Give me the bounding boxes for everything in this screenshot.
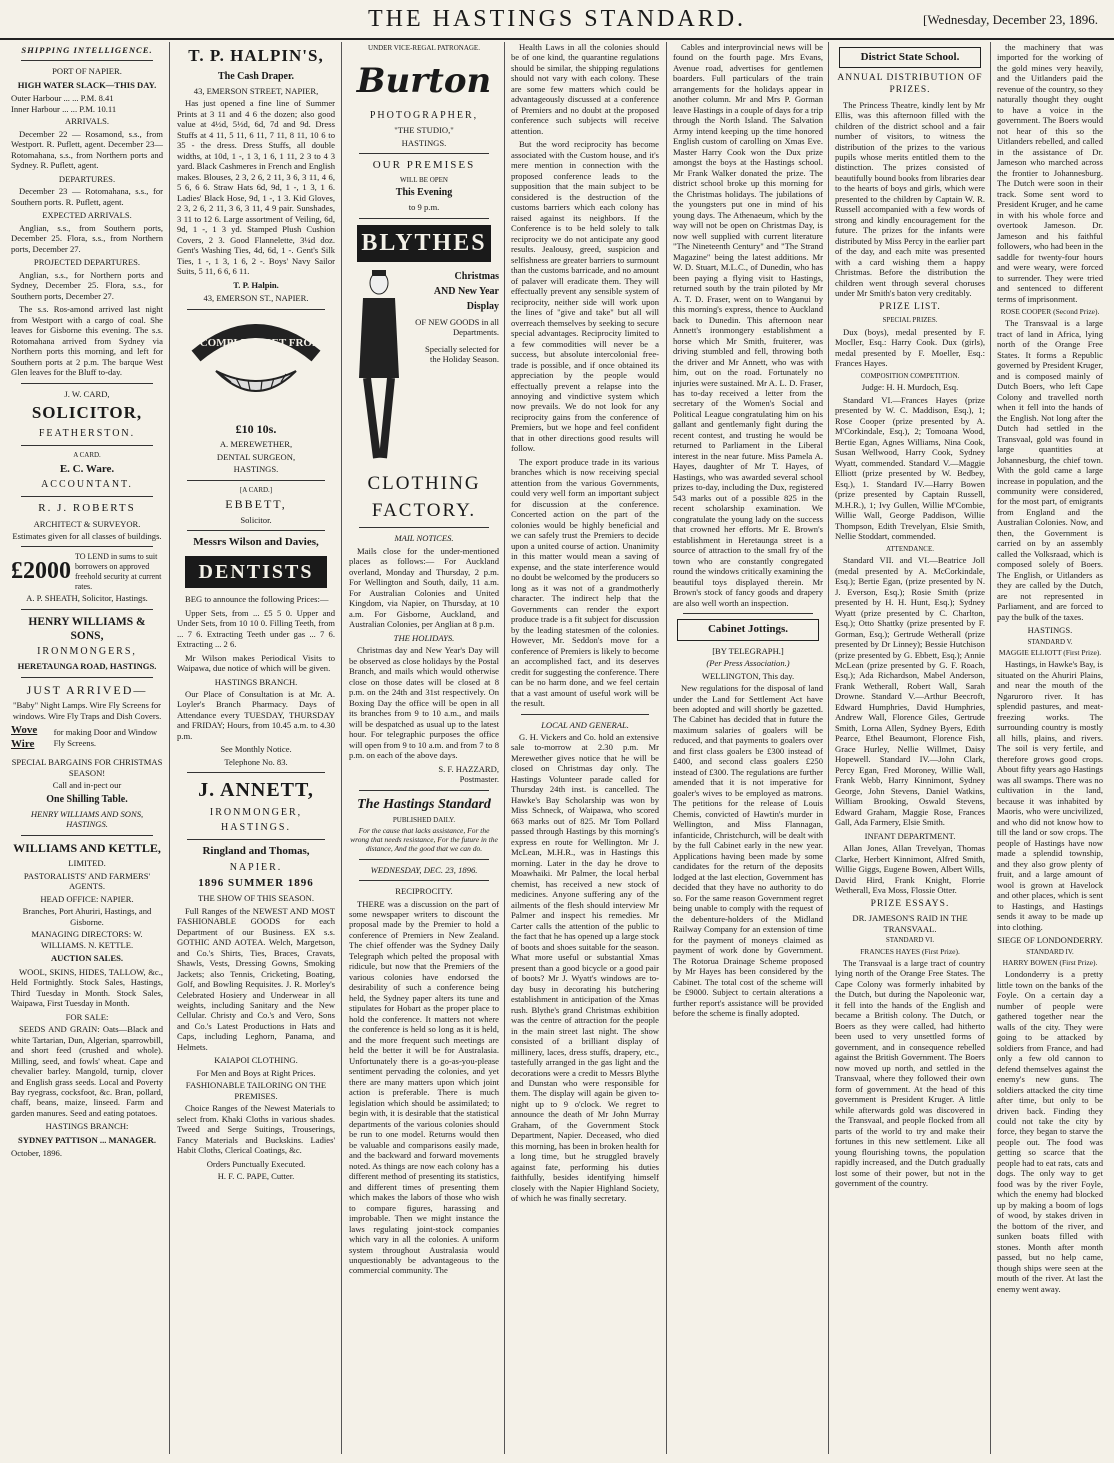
new-goods: OF NEW GOODS in all Departments.	[415, 316, 499, 338]
auction-text: WOOL, SKINS, HIDES, TALLOW, &c., Held Fortnightly. Stock Sales, Hastings, Third Tuesday in Month. Stock Sales, Waipawa, First Tuesday in Month.	[11, 966, 163, 1009]
divider	[21, 60, 153, 61]
attendance-text: Standard VII. and VI.—Beatrice Joll (medal presented by A. McCorkindale, Esq.); Bertie Egan, (prize presented by N. J. Everson, Esq.); Rosie Smith (prize presented by H. H. Hunt, Esq.); Sydney Wyatt (prize presented by C. Charlton, Esq.); Otto Shattky (prize presented by F. Gorman, Esq.); Gertrude Wetherall (prize presented by Dr Linney); Bessie Hutchison (prize presented by G. Ebbett, Esq.); Annie McLean (prize presented by G. F. Roach, Esq.); Ada Richardson, Mabel Anderson, Frank Wetherall, Robert Wall, Sarah Drowne. Standard V.—Arthur Beecroft, Edward Humphries, David Humphries, Andrew Wall, Florence Giles, Gertrude Smith, Lorna Allen, Sydney Byers, Edith Pearce, Ethel Beaumont, Florence Fish, Grace Hurley, Nellie Willmet, Daisy Hopewell. Standard IV.—John Clark, Percy Egan, Fred Moroney, Willie Wall, Frank Webb, Harry Kinnimont, Sydney George, John Stevens, Daniel Watkins, William Brooking, Oswald Stevens, Edward Graham, Maggie Rose, Frances Gall, Ada Farmery, Elsie Smith.	[835, 555, 985, 828]
column-rule	[341, 42, 342, 1454]
rt-tailoring-text: Choice Ranges of the Newest Materials to select from. Khaki Cloths in various shades. Tweed and Serge Suitings, Trouserings, Fancy Materials and Buckskins. Ladies' Habit Cloths, Clerical Coatings, &c.	[177, 1103, 335, 1156]
rose-cooper: ROSE COOPER (Second Prize).	[1000, 307, 1100, 317]
ironmonger-sign: HENRY WILLIAMS AND SONS, HASTINGS.	[30, 808, 144, 830]
column-rule	[666, 42, 667, 1454]
mail-heading: MAIL NOTICES.	[394, 533, 454, 544]
card-title: SOLICITOR,	[31, 403, 143, 423]
set-banner: A COMPLETE SET FROM	[189, 336, 323, 349]
card-place: FEATHERSTON.	[38, 427, 136, 439]
loan-amount: £2000	[11, 558, 71, 585]
column-3	[344, 42, 504, 1454]
branch-manager: SYDNEY PATTISON ... MANAGER.	[17, 1134, 157, 1145]
issue-date: [Wednesday, December 23, 1896.	[923, 12, 1098, 27]
rt-kaiapoi: KAIAPOI CLOTHING.	[214, 1055, 298, 1066]
expected-text: Anglian, s.s., from Southern ports, December 25. Flora, s.s., from Northern ports, December 27.	[11, 222, 163, 254]
dentist-place: HASTINGS.	[233, 464, 279, 475]
local-news: Cables and interprovincial news will be found on the fourth page. Mrs Evans, Avenue road, advertises for gentlemen boarders. Full particulars of the train arrangements for the holidays appear in another column. Mr and Mrs P. Gorman leave Hastings in a couple of days for a trip through the North Island. The Salvation Army intend keeping up the time honored English custom of carolling on Xmas Eve. Master Harry Cook won the Dux prize amongst the boys at the Hastings school. Mr Frank Walker donated the prize. The district school broke up this morning for the Christmas holidays. The jubilations of the youngsters put one in mind of his young days. The Athenaeum, which by the way will not be open on Christmas Day, is now well supplied with current literature "The Nineteenth Century" and "The Strand Magazine" being the latest additions. Mr W. D. Stuart, M.L.C., of Dunedin, who has been paying a flying visit to Hastings, returned south by the train piloted by Mr A. T. D. Fraser, went on to Wanganui by this morning's express, thence to Auckland back to Dunedin. This afternoon near Annett's ironmongery establishment a horse which Mr Smith, fruiterer, was driving stumbled and fell, throwing both the driver and Mr Annett, who was with him, out on the road. Fortunately no injuries were sustained. Mr A. L. D. Fraser, has to-day received a letter from the secretary of the Women's Social and Political League congratulating him on his gallant and gentlemanly fight during the recent contest, and trusting he would be returned to Parliament in the Liberal interest in the near future. Miss Pamela A. Hayes, daughter of Mr T. Hayes, of Hastings, who was awarded several school prizes to-day, including the Dux, registered 543 marks out of a possible 825 in the recent scholarship examination. We congratulate the young lady on the success that crowned her efforts. Mr E. Brown's establishment in Heretaunga street is a source of attraction to the small fry of the town who are constantly congregated round the windows critically examining the beautiful toys displayed therein. Mr Brown's stock of fancy goods and drapery are also well worth an inspection.	[673, 42, 823, 608]
bowen: HARRY BOWEN (First Prize).	[1002, 958, 1098, 968]
essay-text: The Transvaal is a large tract of country lying north of the Orange Free States. The Cape Colony was formerly inhabited by the Dutch, but during the Napoleonic war, it fell into the hands of the English and became a British colony. The Dutch, or Boers as they were called, had hitherto been used to very unsettled forms of government, and in consequence rebelled against the British Government. The Boers now moved up north, and settled in the Transvaal, where they followed their own form of government. At the head of this government is President Kruger. A little while afterwards gold was discovered in the Transvaal, and people flocked from all parts of the world to try and make their fortunes in this new settlement. Like all young flourishing towns, the population rapidly increased, and the Dutch gradually lost some of their power, but not in the government of the country.	[835, 957, 985, 1189]
school-subheading: ANNUAL DISTRIBUTION OF PRIZES.	[837, 73, 983, 95]
bargains: SPECIAL BARGAINS FOR CHRISTMAS SEASON!	[11, 757, 163, 778]
telegraph-label: [BY TELEGRAPH.]	[712, 645, 784, 656]
divider	[21, 609, 153, 610]
standard-vi: STANDARD VI.	[885, 936, 935, 945]
denture-shape	[216, 371, 296, 391]
divider	[359, 218, 489, 219]
editorial-part-2: But the word reciprocity has become associated with the Custom house, and it's mere mention in connection with the proposed conference leads to the supposition that the main subject to be considered is the destruction of the customs barriers which each colony has raised against its neighbors. If the Conference is to be held solely to talk reciprocity we do not anticipate any good results. Jealousy, greed, suspicion and selfishness are greater barriers to surmount than the customs barricade, and no amount of palaver will eradicate them. They will effectually prevent any sensible system of reciprocity, neither side will work upon the lines of "give and take" but all will overreach themselves by seeking to secure special advantages. Reciprocity limited to a few commodities will never be a success, but absolute intercolonial free-trade is possible, and if once obtained its appreciation by the people would effectually prevent a relapse into the annoying and vindictive system which now prevails. We do not look for any reciprocity gains from the conference of Premiers, but we hope and feel confident that in other directions good results will follow.	[511, 139, 659, 454]
loan-signed: A. P. SHEATH, Solicitor, Hastings.	[26, 593, 148, 604]
published: PUBLISHED DAILY.	[392, 815, 456, 824]
local-heading: LOCAL AND GENERAL.	[541, 719, 629, 730]
expected-heading: EXPECTED ARRIVALS.	[42, 210, 132, 221]
standard-iv: STANDARD IV.	[1026, 947, 1074, 956]
divider	[21, 383, 153, 384]
dentists-notice: See Monthly Notice.	[220, 744, 292, 755]
denture-illustration	[186, 316, 326, 416]
wove-wire-label: Wove Wire	[11, 724, 38, 750]
blythes-ad	[349, 268, 499, 468]
holidays-heading: THE HOLIDAYS.	[393, 632, 455, 643]
wk-agents: PASTORALISTS' AND FARMERS' AGENTS.	[23, 870, 151, 892]
dentist-title: DENTAL SURGEON,	[216, 451, 296, 462]
rt-name: Ringland and Thomas,	[202, 845, 310, 858]
special-prizes-heading: SPECIAL PRIZES.	[882, 316, 938, 325]
judge: Judge: H. H. Murdoch, Esq.	[861, 382, 959, 393]
school-heading: District State School.	[839, 47, 981, 68]
column-2	[172, 42, 340, 1454]
divider	[187, 839, 325, 840]
mail-text: Mails close for the under-mentioned places as follows:— For Auckland overland, Monday and Thursday, 2 p.m. For Wellington and South, daily, 11 a.m. For Australian Colonies and United Kingdom, via Napier, on Thursday, at 10 a.m. For Gisborne, Auckland, and Australian Colonies, per Anglian at 8 p.m.	[349, 545, 499, 630]
dentists-banner: DENTISTS	[185, 556, 327, 588]
rt-summer: 1896 SUMMER 1896	[198, 876, 314, 889]
local-text: G. H. Vickers and Co. hold an extensive sale to-morrow at 2.30 p.m. Mr Merewether gives notice that he will be closed on Christmas day only. The Hastings Volunteer parade called for Thursday 24th inst. is cancelled. The Hawke's Bay Scholarship was won by Miss Schneck, of Waipawa, who scored 663 marks out of 825. Mr Tom Pollard passed through Hastings by this morning's express en route for Wellington. Mr J. McLean, M.H.R., was in Hastings this morning. Later in the day he drove to Moawhaiki. Mr Palmer, the local herbal chemist, has received a new stock of medicines. Anyone suffering any of the ailments of the flesh should interview Mr Palmer and inspect his remedies. Mr Carter calls the attention of the public to the fact that he has opened up a large stock of boots and shoes suitable for the season. What more useful or substantial Xmas present than a good bicycle or a good pair of boots? Mr J. Wyatt's windows are to-day busy in decorating his butchering establishment in anticipation of the Xmas rush. Blythe's grand Christmas exhibition was the centre of attraction for the people in the main street last night. The show consisted of a brilliant display of millinery, laces, dress stuffs, drapery, etc., tastefully arranged in the gas light and the decorations were a credit to Messrs Blythe and Dunstan who were responsible for them. The display will again be given to-night up to 9 o'clock. We regret to announce the death of Mr John Murray Graham, of the Government Stock Department, Napier. Deceased, who died this morning, has been in broken health for a long time, but he struggled bravely against fate, performing his duties faithfully, besides identifying himself closely with the Napier Highland Society, of which he was finally secretary.	[511, 732, 659, 1204]
draper-address: 43, EMERSON STREET, NAPIER,	[193, 85, 319, 96]
dentist-name: A. MEREWETHER,	[219, 439, 293, 450]
shipping-notes: The s.s. Ros-amond arrived last night from Westport with a cargo of coal. She leaves for Gisborne this evening. The s.s. Rotomahana arrived from Sydney via Northern ports this morning, and left for Southern ports at 2 p.m. The barque West Glen leaves for the Bluff to-day.	[11, 304, 163, 378]
architect-text: Estimates given for all classes of buildings.	[12, 530, 162, 541]
cabinet-text: New regulations for the disposal of land under the Land for Settlement Act have been adopted and will shortly be gazetted. The Cabinet has decided that in future the maximum salaries of goalers will be reduced, and that payments to goalers over and first class goalers be £300 instead of £400, and second class goalers £250 instead of £300. The regulations are further amended that it is not imperative for goaler's wives to be employed as matrons. The petitions for the release of Louis Chemis, convicted of Hawtin's murder in Wellington, and Miss Flannagan, infanticide, Christchurch, will be dealt with by the full Cabinet early in the new year. Applications having been made by some candidates for the return of the deposits lodged at the last election, Government has decided that they have no authority to do so. For the same reason Government regret being unable to comply with the request of the debenture-holders of the Midland Railway Company for an extension of time for the payment of moneys claimed as payment of work done by Government. The Rotorua Drainage Scheme proposed by Mr Hayes has been considered by the Cabinet. The total cost of the scheme will be £9000. Subject to certain alterations a further report's assistance will be provided before the scheme is finally adopted.	[673, 683, 823, 1019]
shipping-heading: SHIPPING INTELLIGENCE.	[21, 45, 153, 55]
column-7	[992, 42, 1108, 1454]
loan-text: TO LEND in sums to suit borrowers on approved freehold security at current rates.	[75, 552, 162, 591]
school-intro: The Princess Theatre, kindly lent by Mr Ellis, was this afternoon filled with the children of the district school and a fair number of visitors, to witness the distribution of the prizes to the various pupils whose merits entitled them to the distinction. The prizes consisted of beautifully bound books from libraries dear to the hearts of boys and girls, which were presented to the children by Captain W. R. Russell accompanied with a few words of strong and kindly encouragement for the future. The prizes for the infants were distributed by Miss Percy in the earlier part of the day, and each mite was presented with a card wishing them a happy Christmas. Before the distribution the children went through several choruses under Mr Smith's baton very creditably.	[835, 99, 985, 299]
hastings-heading: HASTINGS.	[1027, 625, 1073, 636]
composition-heading: COMPOSITION COMPETITION.	[860, 371, 960, 380]
divider	[21, 546, 153, 547]
wellington-dateline: WELLINGTON, This day.	[701, 670, 795, 681]
essay-4: Londonderry is a pretty little town on the banks of the Foyle. On a certain day a number of people were gathered together near the walls of the city. They were going to be attacked by soldiers from France, and had only a few old cannon to defend themselves against the enemy's new guns. The soldiers attacked the city time after time, but only to be driven back. Finding they could not take the city by force, they began to starve the people out. The food was getting so scarce that the people had to eat rats, cats and dogs. The only way to get food was by the river Foyle, which the enemy had blocked up by making a boom of logs of wood, by stakes driven in the bottom of the river, and sunken boats filled with stones. Month after month passed, but no help came, though ships were seen at the mouth of the river. At last the enemy went away.	[997, 969, 1103, 1294]
divider	[359, 859, 489, 860]
column-rule	[169, 42, 170, 1454]
new-year: AND New Year	[433, 286, 499, 298]
dateline: WEDNESDAY, DEC. 23, 1896.	[370, 864, 478, 875]
column-4	[506, 42, 664, 1454]
loan-notice	[11, 552, 163, 591]
essay-3: Hastings, in Hawke's Bay, is situated on the Ahuriri Plains, and near the mouth of the Ngaruroro river. It has splendid pastures, and meat-freezing works. The surrounding country is mostly all hills, plains, and rivers. The soil is very fertile, and therefore grows good crops. About fifty years ago Hastings was all swamps. There was no cultivation in the land, because it was inhabited by Maoris, who were uncivilized, and who did not know how to till the land or sow crops. The people of Hastings have now made a splendid township, and they also grow plenty of fruit, and a large amount of wool is grown at Havelock and other places, which is sent to Hastings, and Hastings sends it away to be made up into clothing.	[997, 659, 1103, 932]
blythes-banner: BLYTHES	[357, 225, 491, 262]
studio-name: "THE STUDIO,"	[394, 125, 454, 136]
factory-word: FACTORY.	[371, 500, 477, 522]
annett-name: J. ANNETT,	[198, 779, 314, 802]
wk-branches: Branches, Port Ahuriri, Hastings, and Gisborne.	[22, 906, 152, 927]
gentleman-illustration	[349, 268, 409, 468]
postmaster-title: Postmaster.	[459, 774, 499, 785]
dentists-intro: BEG to announce the following Prices:—	[185, 594, 329, 605]
cash-draper: The Cash Draper.	[217, 70, 295, 82]
annett-place: HASTINGS.	[221, 821, 291, 833]
arrivals-text: December 22 — Rosamond, s.s., from Westport. R. Puflett, agent. December 23—Rotomahana, s.s., from Northern ports and Sydney. R. Puflett, agent.	[11, 128, 163, 171]
masthead	[0, 0, 1114, 40]
first-prize: FRANCES HAYES (First Prize).	[860, 946, 960, 956]
divider	[21, 835, 153, 836]
reciprocity-text: THERE was a discussion on the part of some newspaper writers to discount the proposal made by the Premier to hold a conference of Premiers in New Zealand. The chief offender was the Sydney Daily Telegraph which pelted the proposal with ridicule, but now that the Premiers of the various colonies have endorsed the desirability of such a conference being held, the Sydney paper alters its tune and stipulates for Hobart as the proper place to hold the conference. It matters not where the conference is held so long as it is held, and the more frequent such meetings are held the better it will be for Australasia. Unfortunately there is a go-as-you-please sentiment pervading the colonies, and yet there are many matters upon which joint action is preferable. There is much legislation which should be assimilated; to begin with, it is desirable that the statistical departments of the various colonies should be run to one model. Returns would then be valuable and comparisons easily made, and the backward and forward movements noted. As things are now each colony has a different method of presenting its statistics, and different times of presenting them which makes the labors of those who wish to compare figures, harassing and improbable. Then we might instance the laws regulating joint-stock companies which vary in all the colonies. A uniform system throughout Australasia would unquestionably be advantageous to the commercial community. The	[349, 898, 499, 1276]
accountant-name: E. C. Ware.	[59, 462, 115, 475]
annett-trade: IRONMONGER,	[209, 806, 303, 818]
projected-text: Anglian, s.s., for Northern ports and Sydney, December 25. Flora, s.s., for Southern ports, December 27.	[11, 269, 163, 301]
dentists-prices: Upper Sets, from ... £5 5 0. Upper and Under Sets, from 10 10 0. Filling Teeth, from ... 7 6. Extracting Teeth under gas ... 7 6. Extracting ... 2 6.	[177, 607, 335, 650]
rt-orders: Orders Punctually Executed.	[206, 1158, 306, 1169]
premises-heading: OUR PREMISES	[372, 159, 476, 172]
newspaper-title: THE HASTINGS STANDARD.	[367, 6, 747, 32]
essay-continued: the machinery that was imported for the working of the gold mines very heavily, and the Uitlanders paid the revenue of the country, so they naturally thought they ought to have a voice in the government. The Boers would not hear of this so the Uitlanders rebelled, and called in the assistance of Dr. Jameson who marched across the frontier to Johannesburg. The Dutch were soon in their track. Some sent word to President Kruger, and he came in with his whole force and overtook Jameson. Dr. Jameson and his faithful followers, who had been in the saddle for twenty-four hours and were weary, were forced to surrender. They were tried and sentenced to different terms of imprisonment.	[997, 42, 1103, 304]
motto: For the cause that lacks assistance, For the wrong that needs resistance, For the future in the distance, And the good that we can do.	[350, 826, 498, 854]
essays-heading: PRIZE ESSAYS.	[870, 898, 950, 909]
for-sale-text: SEEDS AND GRAIN: Oats—Black and white Tartarian, Dun, Algerian, sparrowbill, and short feed (crushed and whole). Milling, seed, and fowls' wheat. Cape and chevalier barley. Mangold, turnip, clover and English grass seeds. Local and Poverty Bay ryegrass, cocksfoot, &c. Bran, pollard, chaff, beans, maize, linseed. Farm and garden manures. Seed and eating potatoes.	[11, 1024, 163, 1118]
dentists-phone: Telephone No. 83.	[224, 756, 288, 767]
divider	[187, 309, 325, 310]
projected-heading: PROJECTED DEPARTURES.	[33, 257, 141, 268]
standard-v: STANDARD V.	[1027, 637, 1073, 646]
departures-heading: DEPARTURES.	[58, 173, 116, 184]
infant-text: Allan Jones, Allan Trevelyan, Thomas Clarke, Herbert Kinnimont, Alfred Smith, Willie Giggs, Eugene Bowen, Albert Wills, David Hird, Frank Knight, Florrie Wetherall, Eva Moss, Flossie Otter.	[835, 843, 985, 896]
rt-text: Full Ranges of the NEWEST AND MOST FASHIONABLE GOODS for each Department of our Business. EX s.s. GOTHIC AND AOTEA. Welch, Margetson, and Co.'s Shirts, Ties, Braces, Cravats, Shawls, Vests, Dressing Gowns, Smoking Jackets; also Tennis, Cricketing, Boating, Golf, and Bowling Requisites. J. R. Morley's Celebrated Hosiery and Underwear in all weights, including Sanitary and the New Cellular. Christy and Co.'s and Vero, Sons and Co.'s Latest Productions in Hats and Caps, including Leghorn, Panama, and Helmets.	[177, 905, 335, 1052]
divider	[187, 480, 325, 481]
card-label: [A CARD.]	[239, 485, 273, 494]
draper-address-2: 43, EMERSON ST., NAPIER.	[203, 293, 309, 304]
figure-hat	[372, 270, 386, 276]
infant-heading: INFANT DEPARTMENT.	[864, 830, 956, 841]
ironmonger-trade: IRONMONGERS,	[37, 645, 137, 657]
tph-heading: T. P. HALPIN'S,	[188, 46, 324, 65]
blythes-text	[413, 268, 499, 468]
cabinet-heading: Cabinet Jottings.	[677, 619, 819, 640]
wove-wire-ad	[11, 724, 163, 751]
attendance-heading: ATTENDANCE.	[885, 544, 935, 553]
tide-inner: Inner Harbour ... ... P.M. 10.11	[11, 103, 117, 114]
studio-place: HASTINGS.	[401, 137, 447, 148]
divider	[359, 153, 489, 154]
card-label: A CARD.	[73, 450, 101, 459]
architect-name: R. J. ROBERTS	[38, 502, 136, 515]
burton-logo: Burton	[356, 60, 492, 101]
divider	[359, 880, 489, 881]
rt-cutter: H. F. C. PAPE, Cutter.	[217, 1171, 295, 1182]
divider	[683, 613, 813, 614]
tide-heading: HIGH WATER SLACK—THIS DAY.	[17, 79, 157, 90]
tide-outer: Outer Harbour ... ... P.M. 8.41	[11, 93, 114, 104]
arrived-text: "Baby" Night Lamps. Wire Fly Screens for windows. Wire Fly Traps and Dish Covers.	[12, 700, 162, 721]
ironmonger-name: HENRY WILLIAMS & SONS,	[28, 615, 146, 642]
departures-text: December 23 — Rotomahana, s.s., for Southern ports. R. Puflett, agent.	[11, 186, 163, 207]
ironmonger-address: HERETAUNGA ROAD, HASTINGS.	[17, 661, 157, 672]
postmaster-name: S. F. HAZZARD,	[438, 763, 499, 774]
draper-sign: T. P. Halpin.	[233, 279, 279, 290]
display: Display	[466, 301, 499, 313]
for-sale-heading: FOR SALE:	[65, 1011, 109, 1022]
divider	[21, 496, 153, 497]
architect-title: ARCHITECT & SURVEYOR.	[33, 518, 141, 529]
siege-heading: SIEGE OF LONDONDERRY.	[997, 935, 1103, 946]
holidays-text: Christmas day and New Year's Day will be observed as close holidays by the Postal Branch, and mails which would otherwise close on those dates will be closed at 8 p.m. on the 24th and 31st respectively. On Boxing Day the office will be open in all its branches from 9 to 10 a.m., and mails will be despatched as usual up to the latest hour. For telegraphic purposes the office will open from 9 to 10 a.m. and from 7 to 8 p.m. on each of the above days.	[349, 645, 499, 761]
divider	[21, 677, 153, 678]
association-label: (Per Press Association.)	[706, 658, 790, 669]
standards-text: Standard VI.—Frances Hayes (prize presented by W. C. Maddison, Esq.), 1; Rose Cooper (prize presented by A. M'Corkindale, Esq.), 2; Tomoana Wood, Bertie Egan, Agnes Williams, Nina Cook, Susan Wellwood, Harry Cook, Sydney Wyatt, commended. Standard V.—Maggie Elliott (prize presented by W. Bedbey, Esq.), 1. Standard IV.—Harry Bowen (prize presented by Captain Russell, M.H.R.), 1; Ivy Gullen, Willie M'Combie, Willie Wall, George Paddison, Willie Thompson, Edith Trevelyan, Elsie Smith, Nellie Stoddart, commended.	[835, 394, 985, 542]
time-label: to 9 p.m.	[408, 202, 440, 213]
clothing-word: CLOTHING	[367, 473, 481, 495]
special-prizes-text: Dux (boys), medal presented by F. Mocller, Esq.: Harry Cook. Dux (girls), medal presented by F. Moeller, Esq.: Frances Hayes.	[835, 326, 985, 369]
divider	[359, 790, 489, 791]
column-6	[830, 42, 990, 1454]
divider	[21, 445, 153, 446]
wk-name: WILLIAMS AND KETTLE,	[13, 840, 161, 855]
wk-directors: MANAGING DIRECTORS: W. WILLIAMS. N. KETTLE.	[31, 929, 143, 950]
dentists-visits: Mr Wilson makes Periodical Visits to Waipawa, due notice of which will be given.	[177, 652, 335, 674]
column-rule	[828, 42, 829, 1454]
divider	[359, 527, 489, 528]
column-rule	[990, 42, 991, 1454]
auction-heading: AUCTION SALES.	[50, 953, 124, 964]
figure-coat	[359, 298, 399, 378]
ebbett-title: Solicitor.	[240, 514, 272, 525]
column-1	[6, 42, 168, 1454]
prize-list-heading: PRIZE LIST.	[879, 301, 941, 312]
branch-heading: HASTINGS BRANCH:	[45, 1121, 129, 1132]
ebbett-name: EBBETT,	[225, 497, 287, 512]
column-5	[668, 42, 828, 1454]
port-heading: PORT OF NAPIER.	[52, 66, 122, 77]
rt-show: THE SHOW OF THIS SEASON.	[198, 893, 314, 904]
arrivals-heading: ARRIVALS.	[64, 116, 109, 127]
accountant-title: ACCOUNTANT.	[41, 478, 133, 490]
paper-name: The Hastings Standard	[357, 796, 491, 812]
draper-prices: Has just opened a fine line of Summer Prints at 3 11 and 4 6 the dozen; also good value at 4½d, 5½d, 6d, 7d and 9d. Dress Stuffs at 4 11, 5 11, 6 11, 7 11, 8 11, 10 6 to 35 - the dress. Dress Stuffs, all double widths, at 10d, 1 -, 1 3, 1 6, 1 11, 2 3 to 4 3 yard. Black Cashmeres in French and English makes. Blouses, 2 3, 2 6, 2 11, 3 6, 3 11, 4 6, 5 6, 6 6. Straw Hats 6d, 9d, 1 -, 1 3, 1 6. Ladies' Black Hose, 9d, 1 -, 1 3. Kid Gloves, 2 3, 2 6, 2 11, 3 6, 3 11, 4 9 pair. Sunshades, 3 11 to 12 6. Large assortment of Veiling, 6d, 9d, 1 -, 1 3 yd. Stamped Plush Cushion Covers, 2 3. Good Flannelette, 3¼d doz. Gent's Washing Ties, 4d, 6d, 1 -. Gent's Silk Ties, 1 -, 1 3, 1 6, 2 -. Boys' Navy Sailor Suits, 5 11, 6 6, 6 11.	[177, 98, 335, 277]
column-rule	[504, 42, 505, 1454]
essay-2: The Transvaal is a large tract of land in Africa, lying north of the Orange Free States. It forms a Republic governed by President Kruger, and is composed mainly of Dutch Boers, who left Cape Colony and travelled north when it fell into the hands of the English. Not long after the Dutch had settled in the Transvaal, gold was found in large quantities at Johannesburg, the chief town. With the gold came a large increase in population, and the community were considered, for the most part, of emigrants from England and the Australian Colonies. Now, and then, the Government is carried on by an assembly called the Volksraad, which is composed solely of Boers. The English, or Uitlanders as they are called by the Dutch, are not represented in Parliament, and are forced to pay the bulk of the taxes.	[997, 318, 1103, 622]
rt-place: NAPIER.	[229, 861, 283, 873]
elliott: MAGGIE ELLIOTT (First Prize).	[998, 648, 1102, 658]
reciprocity-heading: RECIPROCITY.	[395, 886, 453, 897]
divider	[521, 714, 649, 715]
specially: Specially selected for the Holiday Season.	[425, 343, 499, 365]
christmas: Christmas	[454, 271, 499, 283]
editorial-part-3: The export produce trade in its various branches which is now receiving special attention from the various Governments, could very well form an important subject for discussion at the conference. Concerted action on the part of the colonies would be highly beneficial and we can safely trust the Premiers to decide upon a united course of action. Unanimity in this matter would mean a saving of expense, and the state interference would no doubt be welcomed by the producers so long as it was not of a grandmotherly character. The indirect help that the Governments can render the export produce trade is a fit subject for discussion by the leading statesmen of the colonies. However, Mr. Seddon's move for a conference of Premiers is likely to become an accomplished fact, and its deserves credit for suggesting the conference. There can be no harm done, and we feel certain that a vast amount of useful work will be the result.	[511, 456, 659, 709]
raid-heading: DR. JAMESON'S RAID IN THE TRANSVAAL.	[852, 913, 968, 934]
wk-ltd: LIMITED.	[68, 858, 106, 869]
rt-tailoring: FASHIONABLE TAILORING ON THE PREMISES.	[185, 1080, 327, 1101]
branch-date: October, 1896.	[11, 1148, 62, 1159]
evening-label: This Evening	[395, 187, 453, 199]
wk-head-office: HEAD OFFICE: NAPIER.	[40, 893, 134, 904]
editorial-part-1: Health Laws in all the colonies should be of one kind, the quarantine regulations should be similar, the shipping regulations should not vary with each colony. These are some few matters which could be advantageously discussed at a conference of Premiers and no doubt at the proposed conference such subjects will receive attention.	[511, 42, 659, 136]
dentists-branch-heading: HASTINGS BRANCH.	[214, 676, 298, 687]
divider	[187, 530, 325, 531]
photographer: PHOTOGRAPHER,	[369, 110, 479, 121]
set-price: £10 10s.	[235, 421, 277, 436]
card-name: J. W. CARD,	[64, 388, 110, 399]
dentists-firm: Messrs Wilson and Davies,	[193, 536, 319, 549]
open-label: WILL BE OPEN	[400, 175, 448, 184]
patronage: UNDER VICE-REGAL PATRONAGE.	[368, 44, 480, 52]
rt-kaiapoi-text: For Men and Boys at Right Prices.	[196, 1067, 316, 1078]
call-in: Call and in-pect our	[52, 780, 122, 791]
arrived-heading: JUST ARRIVED—	[26, 682, 148, 697]
shilling-table: One Shilling Table.	[46, 793, 128, 805]
wove-wire-text: for making Door and Window Fly Screens.	[53, 727, 158, 748]
divider	[187, 772, 325, 773]
dentists-branch: Our Place of Consultation is at Mr. A. Loyler's Branch Pharmacy. Days of Attendance every TUESDAY, THURSDAY and FRIDAY; Hours, from 10.45 a.m. to 4.30 p.m.	[177, 689, 335, 741]
figure-legs	[367, 378, 391, 458]
